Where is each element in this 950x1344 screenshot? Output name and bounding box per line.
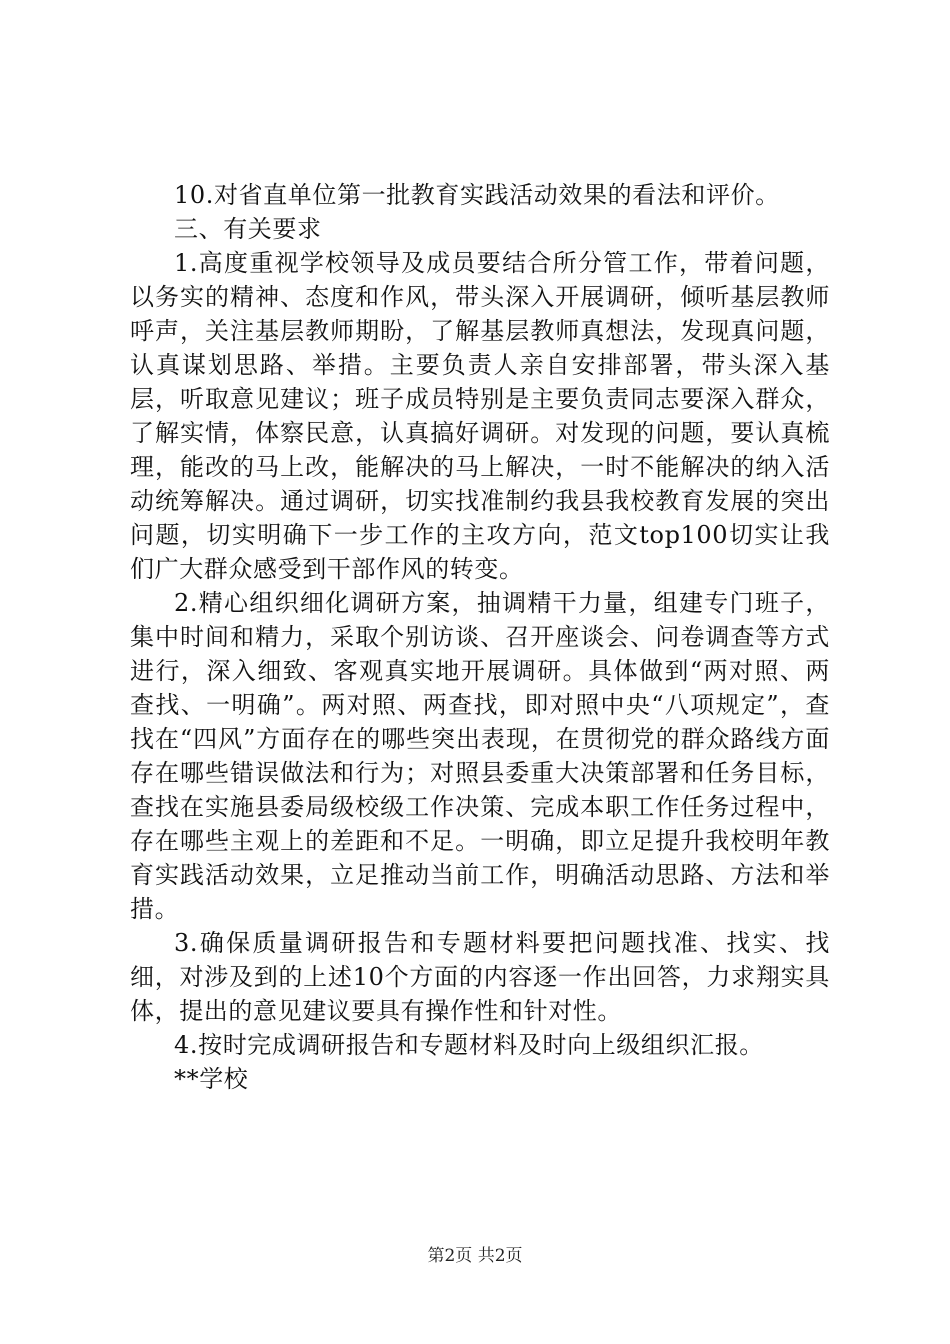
document-body: [130, 178, 830, 1096]
section-heading-requirements: 三、有关要求: [174, 215, 322, 243]
paragraph-requirement-2: 2.精心组织细化调研方案，抽调精干力量，组建专门班子，集中时间和精力，采取个别访谈、召开座谈会、问卷调查等方式进行，深入细致、客观真实地开展调研。具体做到“两对照、两查找、一明确”。两对照、两查找，即对照中央“八项规定”，查找在“四风”方面存在的哪些突出表现，在贯彻党的群众路线方面存在哪些错误做法和行为；对照县委重大决策部署和任务目标，查找在实施县委局级校级工作决策、完成本职工作任务过程中，存在哪些主观上的差距和不足。一明确，即立足提升我校明年教育实践活动效果，立足推动当前工作，明确活动思路、方法和举措。: [130, 589, 830, 923]
paragraph-requirement-3: 3.确保质量调研报告和专题材料要把问题找准、找实、找细，对涉及到的上述10个方面的内容逐一作出回答，力求翔实具体，提出的意见建议要具有操作性和针对性。: [130, 929, 830, 1025]
paragraph-requirement-4: 4.按时完成调研报告和专题材料及时向上级组织汇报。: [174, 1031, 764, 1059]
signature-school: **学校: [174, 1065, 249, 1093]
paragraph-item-10: 10.对省直单位第一批教育实践活动效果的看法和评价。: [174, 181, 780, 209]
page-number-footer: 第2页 共2页: [427, 1246, 523, 1266]
paragraph-requirement-1: 1.高度重视学校领导及成员要结合所分管工作，带着问题，以务实的精神、态度和作风，带头深入开展调研，倾听基层教师呼声，关注基层教师期盼，了解基层教师真想法，发现真问题，认真谋划思路、举措。主要负责人亲自安排部署，带头深入基层，听取意见建议；班子成员特别是主要负责同志要深入群众，了解实情，体察民意，认真搞好调研。对发现的问题，要认真梳理，能改的马上改，能解决的马上解决，一时不能解决的纳入活动统筹解决。通过调研，切实找准制约我县我校教育发展的突出问题，切实明确下一步工作的主攻方向，范文top100切实让我们广大群众感受到干部作风的转变。: [130, 249, 830, 583]
